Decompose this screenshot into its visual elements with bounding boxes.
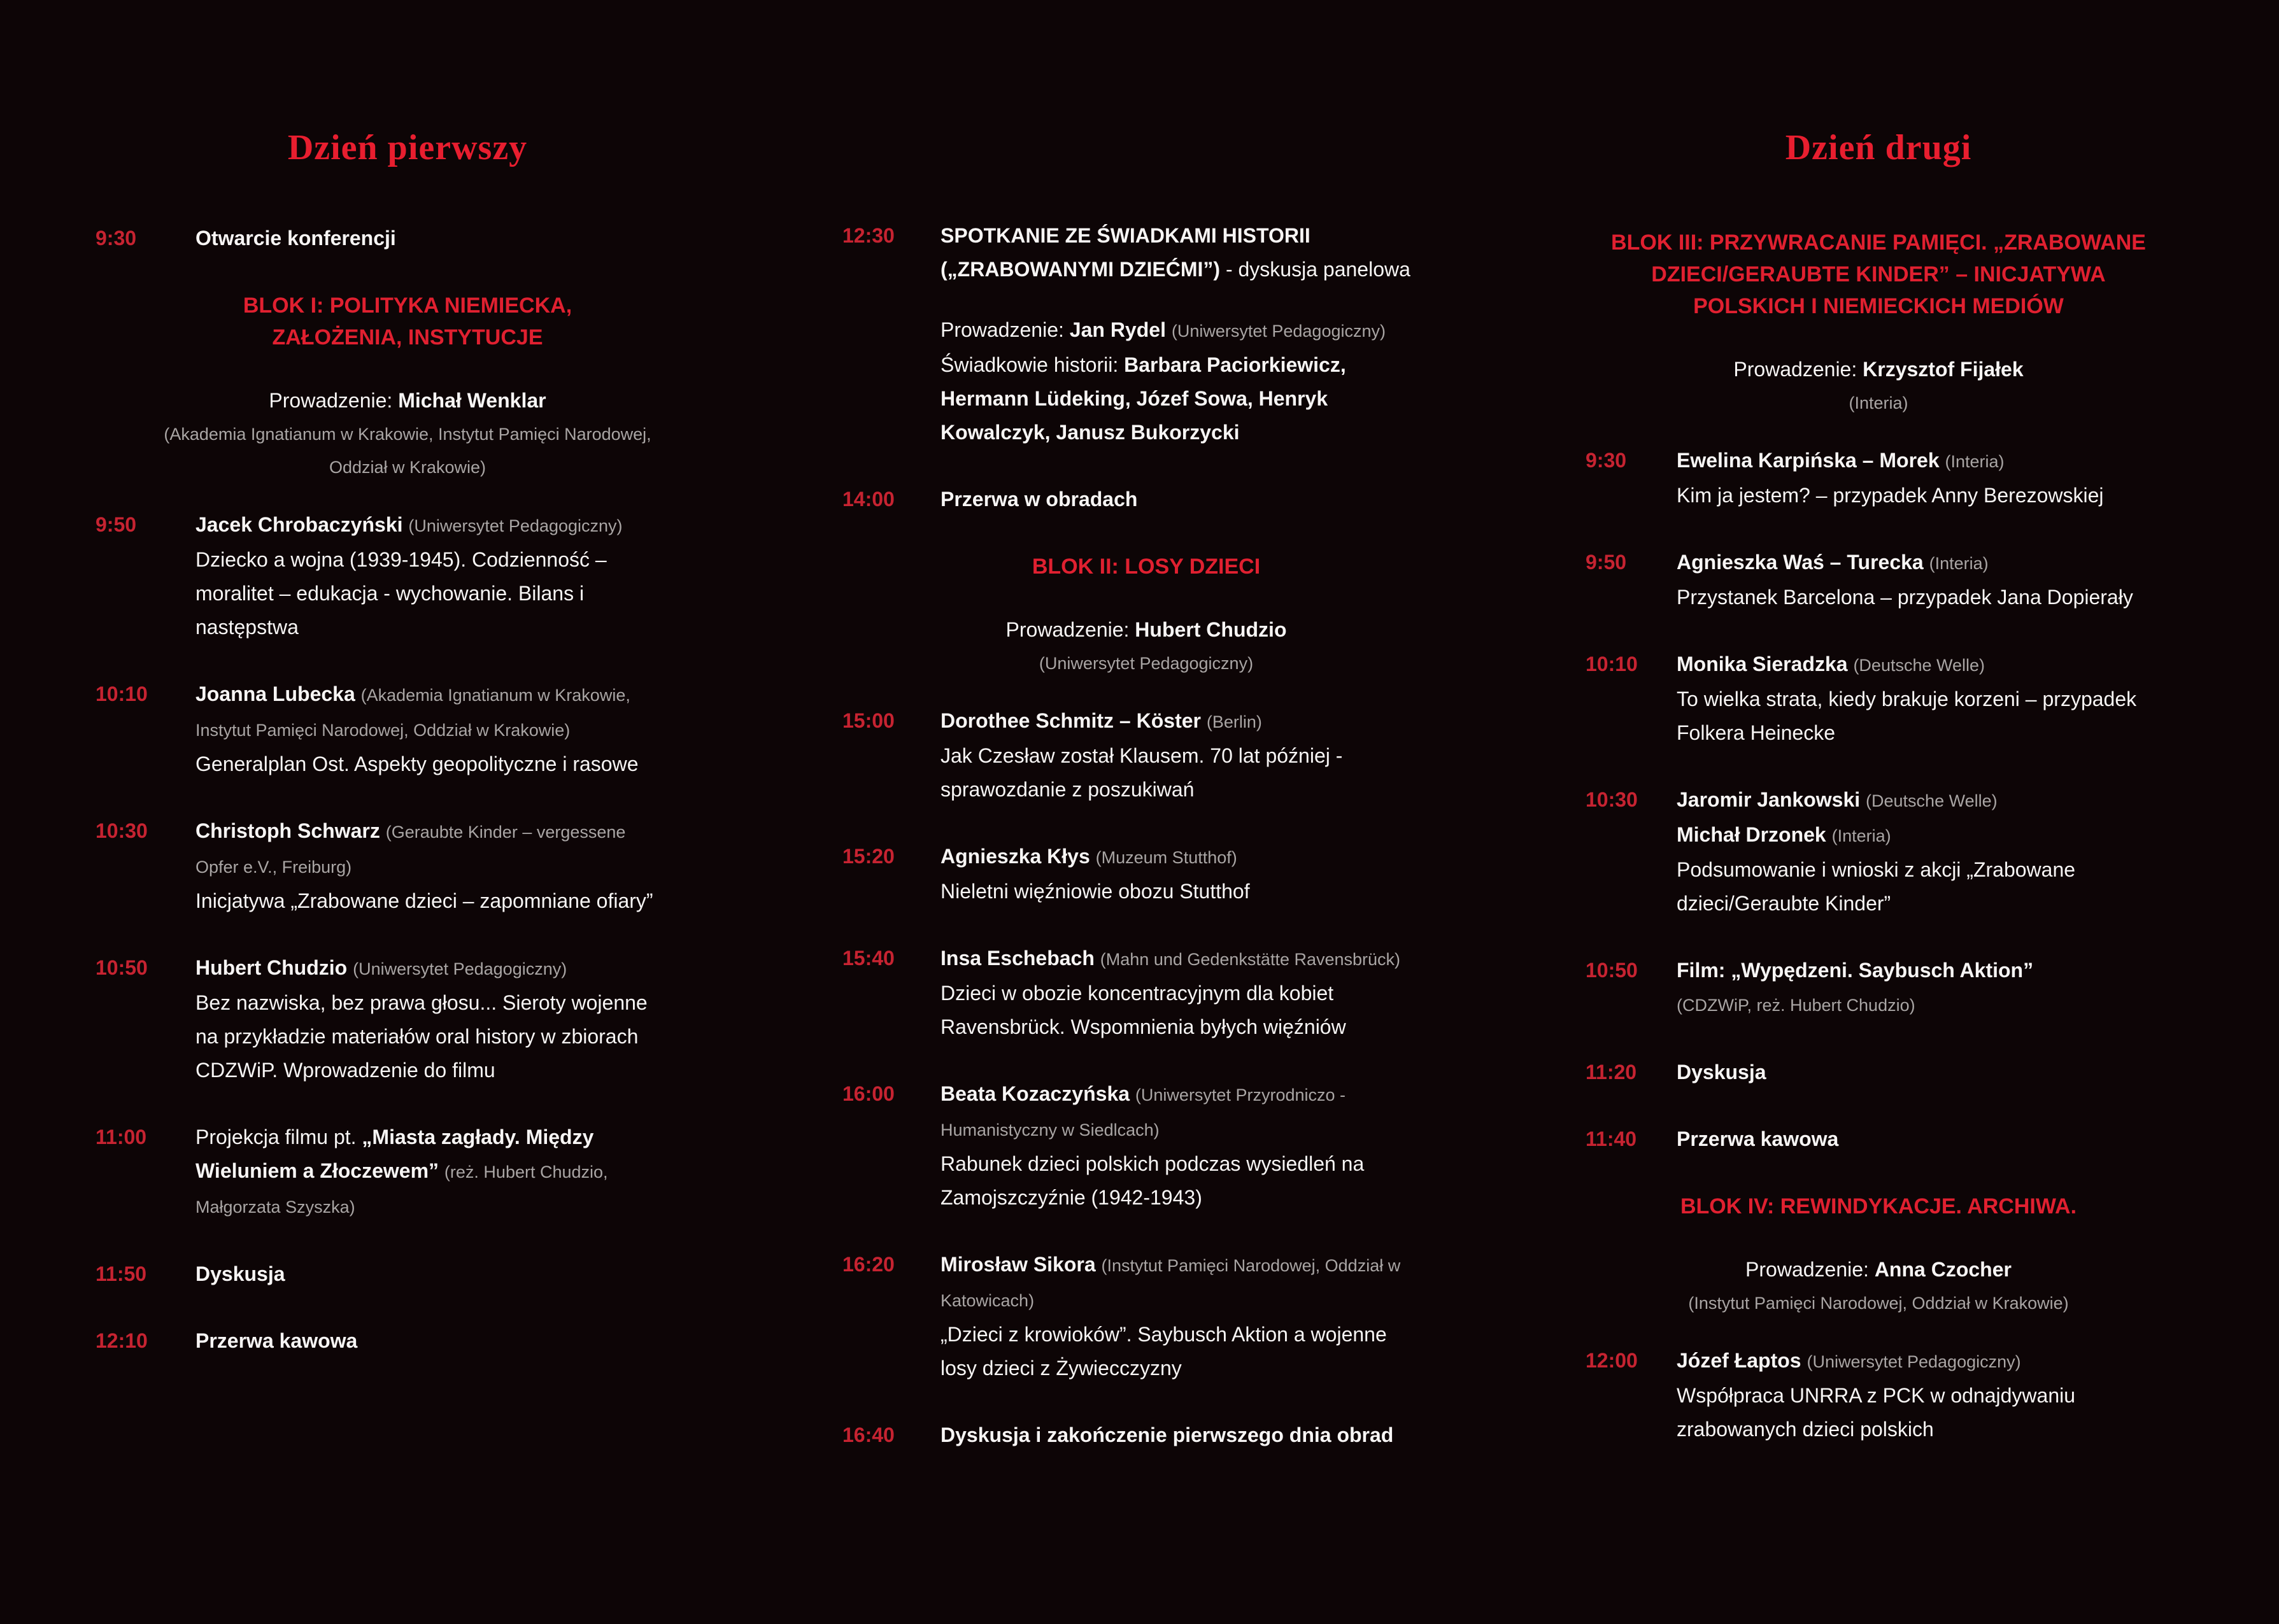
item-paragraph — [195, 986, 670, 1087]
schedule-item — [842, 1418, 1450, 1452]
schedule-item — [842, 1248, 1450, 1385]
item-time: 10:50 — [1586, 959, 1638, 982]
text-segment: Jacek Chrobaczyński — [195, 513, 409, 536]
text-segment: Krzysztof Fijałek — [1863, 358, 2024, 381]
text-segment: (Uniwersytet Pedagogiczny) — [1807, 1352, 2021, 1371]
column-day-two — [1586, 227, 2171, 1479]
schedule-item — [1586, 1056, 2171, 1089]
item-content — [941, 1077, 1415, 1215]
item-content — [195, 814, 670, 918]
text-segment: To wielka strata, kiedy brakuje korzeni – przypadek Folkera Heinecke — [1677, 688, 2137, 744]
item-content — [195, 951, 670, 1087]
text-segment: Anna Czocher — [1874, 1258, 2012, 1281]
item-paragraph — [195, 1257, 670, 1291]
text-segment: Bez nazwiska, bez prawa głosu... Sieroty wojenne na przykładzie materiałów oral history w zbiorach CDZWiP. Wprowadzenie do filmu — [195, 991, 648, 1082]
item-content — [1677, 783, 2151, 921]
text-segment: Przystanek Barcelona – przypadek Jana Dopierały — [1677, 586, 2133, 609]
text-segment: Jak Czesław został Klausem. 70 lat później - sprawozdanie z poszukiwań — [941, 744, 1343, 801]
chair-affiliation: Oddział w Krakowie) — [329, 458, 486, 477]
schedule-item — [1586, 444, 2171, 512]
text-segment: Monika Sieradzka — [1677, 653, 1854, 675]
item-paragraph — [1677, 1344, 2151, 1379]
item-time: 14:00 — [842, 488, 895, 511]
item-content — [941, 1418, 1415, 1452]
item-paragraph — [195, 543, 670, 644]
item-paragraph — [941, 739, 1415, 807]
item-paragraph — [195, 508, 670, 543]
item-paragraph — [195, 222, 670, 255]
day-two-title: Dzień drugi — [1785, 128, 1972, 167]
schedule-item — [1586, 1344, 2171, 1446]
item-content — [941, 704, 1415, 807]
chair-name-line — [842, 613, 1450, 647]
item-paragraph — [1677, 444, 2151, 479]
item-time: 12:00 — [1586, 1349, 1638, 1372]
text-segment: (reż. Hubert Chudzio, Małgorzata Szyszka) — [195, 1162, 608, 1217]
item-paragraph — [941, 977, 1415, 1044]
schedule-item — [1586, 1122, 2171, 1156]
item-content — [195, 1324, 670, 1358]
schedule-item — [1586, 783, 2171, 921]
session-chair — [96, 384, 720, 484]
item-paragraph — [941, 840, 1415, 875]
text-segment: Dziecko a wojna (1939-1945). Codzienność – moralitet – edukacja - wychowanie. Bilans i następstwa — [195, 548, 607, 639]
item-content — [195, 508, 670, 644]
text-segment: (Deutsche Welle) — [1866, 791, 1998, 810]
schedule-item — [96, 951, 720, 1087]
item-time: 11:50 — [96, 1262, 147, 1285]
item-content — [1677, 1056, 2151, 1089]
item-paragraph — [195, 747, 670, 781]
text-segment: Prowadzenie: — [1005, 618, 1135, 641]
item-paragraph — [1677, 954, 2151, 987]
item-paragraph — [941, 875, 1415, 908]
item-content — [941, 942, 1415, 1044]
item-paragraph — [1677, 1379, 2151, 1446]
text-segment: Hubert Chudzio — [1135, 618, 1287, 641]
item-paragraph — [1677, 647, 2151, 682]
text-segment: (Interia) — [1831, 826, 1891, 845]
text-segment: Dyskusja — [1677, 1061, 1766, 1084]
schedule-item — [842, 942, 1450, 1044]
text-segment: Kim ja jestem? – przypadek Anny Berezowskiej — [1677, 484, 2104, 507]
text-segment: - dyskusja panelowa — [1225, 258, 1410, 281]
text-segment: Świadkowie historii: — [941, 353, 1125, 376]
text-segment: (CDZWiP, reż. Hubert Chudzio) — [1677, 996, 1915, 1015]
item-time: 12:30 — [842, 224, 895, 247]
item-time: 10:30 — [96, 819, 148, 842]
text-segment: „Miasta zagłady. Między Wieluniem a Złoczewem” — [195, 1126, 594, 1182]
item-paragraph — [1677, 987, 2151, 1022]
chair-affiliation: (Akademia Ignatianum w Krakowie, Instytut Pamięci Narodowej, — [164, 425, 651, 444]
schedule-item — [842, 483, 1450, 516]
text-segment: Prowadzenie: — [1733, 358, 1863, 381]
schedule-item — [96, 677, 720, 781]
item-time: 15:40 — [842, 947, 895, 970]
item-paragraph — [1677, 783, 2151, 818]
section-heading — [1586, 227, 2171, 322]
item-paragraph — [941, 1248, 1415, 1318]
text-segment: Hubert Chudzio — [195, 956, 353, 979]
schedule-item — [96, 1120, 720, 1224]
section-heading — [1586, 1190, 2171, 1222]
chair-name-line — [1586, 353, 2171, 386]
item-paragraph — [195, 1324, 670, 1358]
schedule-item — [96, 1257, 720, 1291]
item-time: 10:50 — [96, 956, 148, 979]
text-segment: Generalplan Ost. Aspekty geopolityczne i rasowe — [195, 752, 639, 775]
item-paragraph — [1677, 1056, 2151, 1089]
section-heading-line: BLOK III: PRZYWRACANIE PAMIĘCI. „ZRABOWANE — [1611, 230, 2146, 255]
item-paragraph — [941, 348, 1415, 449]
text-segment: (Muzeum Stutthof) — [1095, 848, 1237, 867]
item-paragraph — [195, 1120, 670, 1224]
item-paragraph — [1677, 818, 2151, 853]
item-time: 10:10 — [96, 682, 148, 705]
text-segment: (Uniwersytet Pedagogiczny) — [1171, 321, 1386, 341]
schedule-item — [1586, 546, 2171, 614]
item-content — [1677, 546, 2151, 614]
item-paragraph — [1677, 546, 2151, 581]
item-content — [941, 1248, 1415, 1385]
item-time: 12:10 — [96, 1329, 148, 1352]
text-segment: Rabunek dzieci polskich podczas wysiedleń na Zamojszczyźnie (1942-1943) — [941, 1152, 1365, 1209]
text-segment: (Instytut Pamięci Narodowej, Oddział w Katowicach) — [941, 1256, 1401, 1310]
text-segment: (Uniwersytet Pedagogiczny) — [408, 516, 623, 535]
text-segment: Inicjatywa „Zrabowane dzieci – zapomniane ofiary” — [195, 889, 653, 912]
item-paragraph — [1677, 479, 2151, 512]
text-segment: Dyskusja i zakończenie pierwszego dnia obrad — [941, 1423, 1394, 1446]
item-paragraph — [941, 219, 1415, 286]
text-segment: (Uniwersytet Pedagogiczny) — [353, 959, 567, 978]
item-paragraph — [195, 884, 670, 918]
item-content — [195, 677, 670, 781]
item-content — [1677, 444, 2151, 512]
item-content — [1677, 1344, 2151, 1446]
schedule-item — [96, 1324, 720, 1358]
text-segment: (Deutsche Welle) — [1853, 656, 1985, 675]
text-segment: (Interia) — [1929, 554, 1989, 573]
item-time: 11:20 — [1586, 1061, 1637, 1084]
item-paragraph — [1677, 853, 2151, 921]
section-heading-line: DZIECI/GERAUBTE KINDER” – INICJATYWA — [1651, 262, 2106, 286]
item-paragraph — [1677, 581, 2151, 614]
item-content — [941, 483, 1415, 516]
text-segment: Joanna Lubecka — [195, 682, 361, 705]
item-time: 16:20 — [842, 1253, 895, 1276]
item-paragraph — [941, 942, 1415, 977]
section-heading-line: BLOK II: LOSY DZIECI — [1032, 554, 1261, 579]
item-paragraph — [941, 1147, 1415, 1215]
schedule-item — [96, 222, 720, 255]
text-segment: Otwarcie konferencji — [195, 227, 396, 250]
item-paragraph — [1677, 1122, 2151, 1156]
column-day-one-morning — [96, 222, 720, 1391]
chair-name-line — [96, 384, 720, 418]
text-segment: (Geraubte Kinder – vergessene Opfer e.V., Freiburg) — [195, 823, 626, 877]
item-paragraph — [941, 704, 1415, 739]
text-segment: Mirosław Sikora — [941, 1253, 1102, 1276]
section-heading — [96, 290, 720, 353]
text-segment: Prowadzenie: — [269, 389, 399, 412]
text-segment: SPOTKANIE ZE ŚWIADKAMI HISTORII („ZRABOWANYMI DZIEĆMI”) — [941, 224, 1310, 281]
item-content — [1677, 1122, 2151, 1156]
text-segment: Podsumowanie i wnioski z akcji „Zrabowane dzieci/Geraubte Kinder” — [1677, 858, 2076, 915]
item-time: 11:40 — [1586, 1127, 1637, 1150]
section-heading-line: POLSKICH I NIEMIECKICH MEDIÓW — [1693, 294, 2064, 318]
text-segment: „Dzieci z krowioków”. Saybusch Aktion a wojenne losy dzieci z Żywiecczyzny — [941, 1323, 1387, 1380]
text-segment: Dyskusja — [195, 1262, 285, 1285]
text-segment: Jan Rydel — [1069, 318, 1172, 341]
item-time: 15:00 — [842, 709, 895, 732]
item-content — [1677, 647, 2151, 750]
text-segment: Michał Wenklar — [398, 389, 546, 412]
text-segment: Przerwa w obradach — [941, 488, 1138, 511]
text-segment: Barbara Paciorkiewicz, Hermann Lüdeking, Józef Sowa, Henryk Kowalczyk, Janusz Bukorzycki — [941, 353, 1346, 444]
item-content — [941, 219, 1415, 449]
text-segment: (Mahn und Gedenkstätte Ravensbrück) — [1100, 950, 1401, 969]
column-day-one-afternoon — [842, 219, 1450, 1485]
item-paragraph — [941, 483, 1415, 516]
chair-affiliation: (Instytut Pamięci Narodowej, Oddział w Krakowie) — [1688, 1294, 2069, 1313]
session-chair — [842, 613, 1450, 680]
item-time: 11:00 — [96, 1126, 147, 1148]
text-segment: Agnieszka Waś – Turecka — [1677, 551, 1929, 574]
item-paragraph — [941, 1318, 1415, 1385]
chair-affiliation: (Uniwersytet Pedagogiczny) — [1039, 654, 1254, 673]
text-segment: Nieletni więźniowie obozu Stutthof — [941, 880, 1250, 903]
day-one-title: Dzień pierwszy — [287, 128, 528, 167]
item-time: 9:50 — [1586, 551, 1627, 574]
item-content — [195, 1257, 670, 1291]
schedule-item — [842, 1077, 1450, 1215]
text-segment: Agnieszka Kłys — [941, 845, 1096, 868]
item-time: 16:40 — [842, 1423, 895, 1446]
schedule-item — [1586, 647, 2171, 750]
text-segment: Film: „Wypędzeni. Saybusch Aktion” — [1677, 959, 2034, 982]
section-heading — [842, 551, 1450, 583]
item-time: 15:20 — [842, 845, 895, 868]
text-segment: Przerwa kawowa — [195, 1329, 358, 1352]
text-segment: (Berlin) — [1206, 712, 1262, 731]
item-time: 10:30 — [1586, 788, 1638, 811]
item-time: 16:00 — [842, 1082, 895, 1105]
text-segment: Współpraca UNRRA z PCK w odnajdywaniu zrabowanych dzieci polskich — [1677, 1384, 2076, 1441]
text-segment: Insa Eschebach — [941, 947, 1100, 970]
text-segment: (Akademia Ignatianum w Krakowie, Instytut Pamięci Narodowej, Oddział w Krakowie) — [195, 686, 630, 740]
item-time: 9:30 — [1586, 449, 1627, 472]
text-segment: Ewelina Karpińska – Morek — [1677, 449, 1945, 472]
text-segment: Michał Drzonek — [1677, 823, 1832, 846]
item-time: 9:30 — [96, 227, 137, 250]
item-content — [195, 222, 670, 255]
schedule-item — [842, 840, 1450, 908]
schedule-item — [1586, 954, 2171, 1022]
schedule-item — [842, 704, 1450, 807]
text-segment: (Interia) — [1945, 452, 2005, 471]
session-chair — [1586, 1253, 2171, 1320]
item-paragraph — [1677, 682, 2151, 750]
item-paragraph — [941, 313, 1415, 348]
item-content — [1677, 954, 2151, 1022]
chair-affiliation: (Interia) — [1849, 393, 1908, 413]
section-heading-line: BLOK I: POLITYKA NIEMIECKA, — [243, 293, 572, 318]
text-segment: Dorothee Schmitz – Köster — [941, 709, 1207, 732]
schedule-item — [96, 814, 720, 918]
text-segment: Prowadzenie: — [1745, 1258, 1875, 1281]
item-content — [195, 1120, 670, 1224]
item-paragraph — [195, 951, 670, 986]
item-paragraph — [941, 1077, 1415, 1147]
text-segment: Jaromir Jankowski — [1677, 788, 1866, 811]
session-chair — [1586, 353, 2171, 420]
schedule-item — [842, 219, 1450, 449]
item-paragraph — [195, 677, 670, 747]
text-segment: Przerwa kawowa — [1677, 1127, 1839, 1150]
section-heading-line: ZAŁOŻENIA, INSTYTUCJE — [272, 325, 543, 350]
item-content — [941, 840, 1415, 908]
text-segment: Józef Łaptos — [1677, 1349, 1807, 1372]
text-segment: Projekcja filmu pt. — [195, 1126, 362, 1148]
text-segment: Beata Kozaczyńska — [941, 1082, 1135, 1105]
item-paragraph — [195, 814, 670, 884]
item-time: 9:50 — [96, 513, 137, 536]
text-segment: Prowadzenie: — [941, 318, 1070, 341]
item-time: 10:10 — [1586, 653, 1638, 675]
text-segment: (Uniwersytet Przyrodniczo - Humanistyczny w Siedlcach) — [941, 1085, 1345, 1140]
chair-name-line — [1586, 1253, 2171, 1287]
item-paragraph — [941, 1418, 1415, 1452]
section-heading-line: BLOK IV: REWINDYKACJE. ARCHIWA. — [1680, 1194, 2077, 1218]
schedule-item — [96, 508, 720, 644]
text-segment: Dzieci w obozie koncentracyjnym dla kobiet Ravensbrück. Wspomnienia byłych więźniów — [941, 982, 1346, 1038]
text-segment: Christoph Schwarz — [195, 819, 386, 842]
